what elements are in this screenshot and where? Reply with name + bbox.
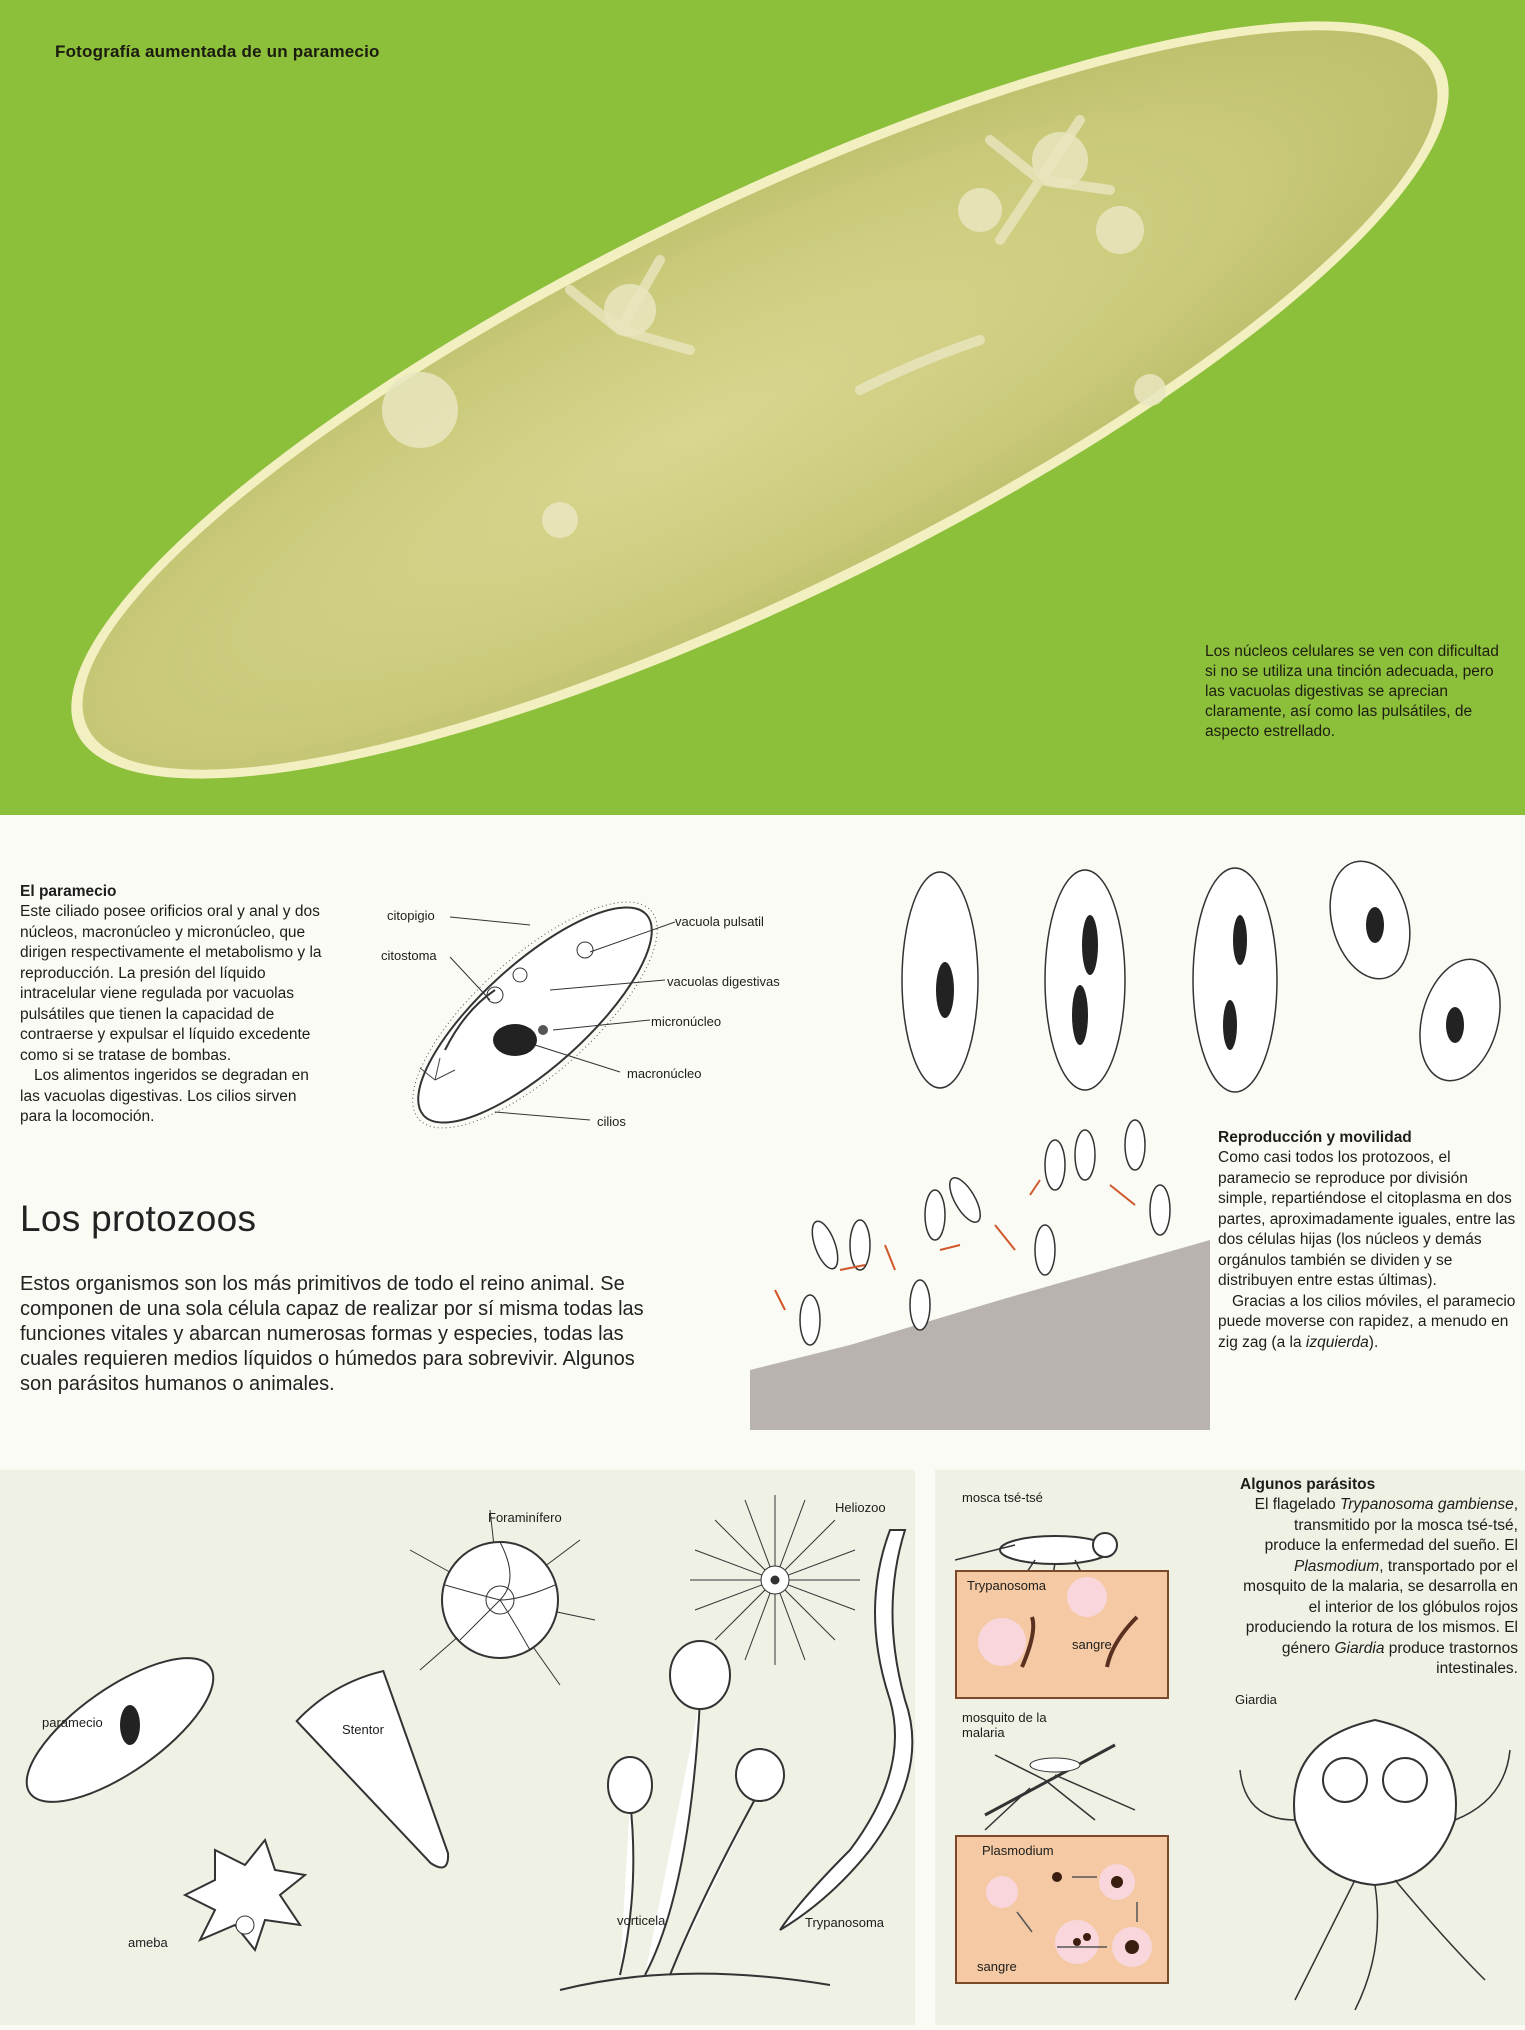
photo-title: Fotografía aumentada de un paramecio (55, 42, 380, 61)
reproduccion-paragraph-2 (1218, 1292, 1518, 1354)
parasites-panel (935, 1470, 1525, 2025)
mosquito-drawing (955, 1725, 1155, 1835)
label-micronucleo: micronúcleo (651, 1014, 722, 1029)
label-macronucleo: macronúcleo (627, 1066, 702, 1081)
parasitos-title: Algunos parásitos (1240, 1476, 1376, 1493)
label-trypanosoma: Trypanosoma (805, 1915, 884, 1930)
plasmodium-blood-box (955, 1835, 1169, 1984)
label-ameba: ameba (128, 1935, 168, 1950)
paramecium-photo (0, 0, 1525, 815)
paramecio-section (20, 882, 330, 1128)
parasitos-t4: produce trastornos intestinales. (1384, 1639, 1518, 1677)
reproduccion-title: Reproducción y movilidad (1218, 1129, 1412, 1146)
paramecio-title: El paramecio (20, 883, 117, 900)
trypanosoma-blood-box (955, 1570, 1169, 1699)
parasitos-paragraph (1240, 1495, 1518, 1680)
label-citostoma: citostoma (381, 948, 437, 963)
parasitos-e2: Plasmodium (1293, 1557, 1380, 1575)
paramecio-paragraph-2: Los alimentos ingeridos se degradan en las vacuolas digestivas. Los cilios sirven para la locomoción. (20, 1067, 309, 1125)
label-citopigio: citopigio (387, 908, 435, 923)
zigzag-movement-diagram (750, 1100, 1210, 1430)
reproduccion-p2-prefix: Gracias a los cilios móviles, el paramecio puede moverse con rapidez, a menudo en zig zag (a la (1218, 1292, 1516, 1351)
division-sequence-drawing (880, 855, 1520, 1105)
label-giardia: Giardia (1235, 1692, 1277, 1707)
parasitos-e1: Trypanosoma gambiense (1339, 1496, 1514, 1513)
label-mosquito: mosquito de la malaria (962, 1710, 1047, 1740)
parasitos-t1: El flagelado (1254, 1496, 1340, 1513)
label-cilios: cilios (597, 1114, 626, 1129)
box2-title: Plasmodium (982, 1843, 1054, 1858)
reproduccion-p2-suffix: ). (1368, 1333, 1379, 1351)
label-foraminifero: Foraminífero (488, 1510, 562, 1525)
protozoos-intro: Estos organismos son los más primitivos de todo el reino animal. Se componen de una sola célula capaz de realizar por sí misma todas las funciones vitales y abarcan numerosas formas y especies, todas las cuales requieren medios líquidos o húmedos para sobrevivir. Algunos son parásitos humanos o animales. (20, 1273, 644, 1395)
label-vacuolas-digestivas: vacuolas digestivas (667, 974, 780, 989)
protozoos-heading: Los protozoos (20, 1198, 257, 1239)
parasitos-t3: , transportado por el mosquito de la malaria, se desarrolla en el interior de los glóbulos rojos produciendo la rotura de los mismos. El género (1243, 1557, 1518, 1657)
giardia-drawing (1235, 1710, 1515, 2010)
parasitos-t2: , transmitido por la mosca tsé-tsé, produce la enfermedad del sueño. El (1264, 1496, 1518, 1554)
label-vacuola-pulsatil: vacuola pulsatil (675, 914, 764, 929)
label-heliozoo: Heliozoo (835, 1500, 886, 1515)
box2-sangre: sangre (977, 1959, 1017, 1974)
reproduccion-p2-emphasis: izquierda (1305, 1333, 1369, 1351)
box1-sangre: sangre (1072, 1637, 1112, 1652)
photo-caption: Los núcleos celulares se ven con dificultad si no se utiliza una tinción adecuada, pero las vacuolas digestivas se aprecian claramente, así como las pulsátiles, de aspecto estrellado. (1205, 643, 1499, 740)
label-stentor: Stentor (342, 1722, 384, 1737)
box1-title: Trypanosoma (967, 1578, 1046, 1593)
reproduccion-paragraph-1: Como casi todos los protozoos, el paramecio se reproduce por división simple, repartiéndose el citoplasma en dos partes, aproximadamente iguales, entre las dos células hijas (los núcleos y demás orgánulos también se dividen y se distribuyen entre estas últimas). (1218, 1149, 1516, 1289)
parasitos-section (1240, 1475, 1518, 1680)
label-vorticela: vorticela (617, 1913, 666, 1928)
zigzag-movement-drawing (750, 1100, 1210, 1430)
protozoa-gallery (0, 1470, 915, 2025)
paramecio-paragraph-1: Este ciliado posee orificios oral y anal y dos núcleos, macronúcleo y micronúcleo, que dirigen respectivamente el metabolismo y la reproducción. La presión del líquido intracelular viene regulada por vacuolas pulsátiles que tienen la capacidad de contraerse y expulsar el líquido excedente como si se tratase de bombas. (20, 903, 322, 1064)
reproduccion-section (1218, 1128, 1518, 1353)
label-paramecio: paramecio (42, 1715, 103, 1730)
parasitos-e3: Giardia (1334, 1639, 1385, 1657)
label-mosca: mosca tsé-tsé (962, 1490, 1043, 1505)
division-sequence (880, 855, 1520, 1105)
